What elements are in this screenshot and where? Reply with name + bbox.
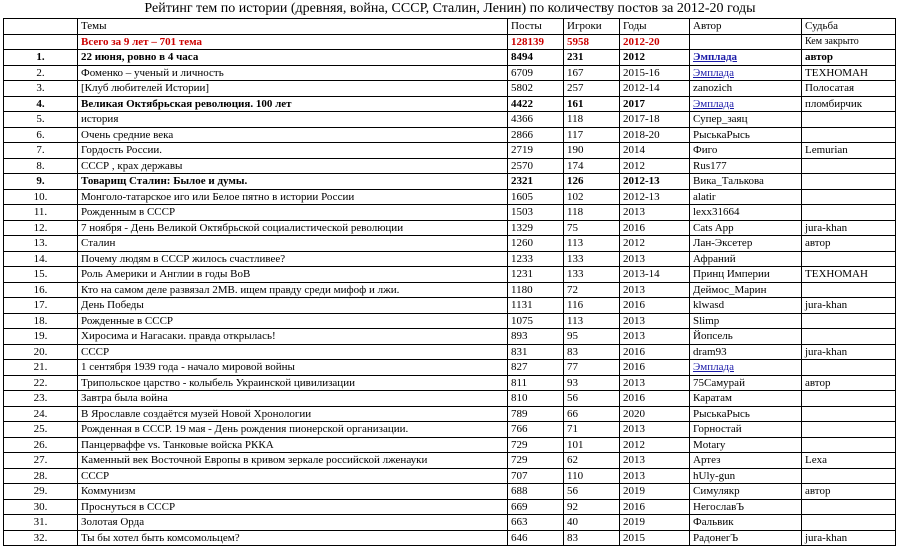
cell-fate <box>802 437 896 453</box>
cell-author[interactable]: Cats App <box>690 220 802 236</box>
cell-players: 75 <box>564 220 620 236</box>
cell-posts: 669 <box>508 499 564 515</box>
table-row <box>4 96 896 112</box>
cell-posts: 4366 <box>508 112 564 128</box>
cell-fate <box>802 391 896 407</box>
cell-num: 27. <box>4 453 78 469</box>
table-row <box>4 484 896 500</box>
cell-num: 23. <box>4 391 78 407</box>
cell-posts: 729 <box>508 453 564 469</box>
cell-posts: 1605 <box>508 189 564 205</box>
cell-fate <box>802 112 896 128</box>
cell-num: 22. <box>4 375 78 391</box>
cell-num: 9. <box>4 174 78 190</box>
table-row <box>4 127 896 143</box>
cell-players: 231 <box>564 50 620 66</box>
cell-author[interactable]: НегославЪ <box>690 499 802 515</box>
cell-topic: Великая Октябрьская революция. 100 лет <box>78 96 508 112</box>
cell-years: 2017 <box>620 96 690 112</box>
cell-posts: 2866 <box>508 127 564 143</box>
cell-fate <box>802 313 896 329</box>
cell-num: 25. <box>4 422 78 438</box>
total-years: 2012-20 <box>620 34 690 50</box>
cell-fate: Lexa <box>802 453 896 469</box>
cell-fate <box>802 174 896 190</box>
cell-author[interactable]: Йопсель <box>690 329 802 345</box>
cell-years: 2013 <box>620 329 690 345</box>
cell-num: 32. <box>4 530 78 546</box>
cell-num: 26. <box>4 437 78 453</box>
cell-author[interactable]: dram93 <box>690 344 802 360</box>
cell-posts: 2321 <box>508 174 564 190</box>
cell-author[interactable]: Лан-Эксетер <box>690 236 802 252</box>
col-players-header: Игроки <box>564 19 620 35</box>
cell-fate: Полосатая <box>802 81 896 97</box>
cell-players: 113 <box>564 313 620 329</box>
cell-players: 56 <box>564 391 620 407</box>
table-row <box>4 437 896 453</box>
cell-fate: ТЕХНОМАН <box>802 267 896 283</box>
cell-years: 2018-20 <box>620 127 690 143</box>
cell-years: 2013 <box>620 468 690 484</box>
col-topic-header: Темы <box>78 19 508 35</box>
cell-years: 2016 <box>620 391 690 407</box>
cell-author[interactable]: Принц Империи <box>690 267 802 283</box>
cell-fate <box>802 158 896 174</box>
cell-years: 2014 <box>620 143 690 159</box>
cell-posts: 811 <box>508 375 564 391</box>
cell-author[interactable]: Эмплада <box>690 360 802 376</box>
cell-num: 4. <box>4 96 78 112</box>
cell-author[interactable]: Горностай <box>690 422 802 438</box>
cell-posts: 831 <box>508 344 564 360</box>
table-row <box>4 81 896 97</box>
cell-num: 30. <box>4 499 78 515</box>
cell-topic: 7 ноября - День Великой Октябрьской социалистической революции <box>78 220 508 236</box>
cell-topic: Панцерваффе vs. Танковые войска РККА <box>78 437 508 453</box>
cell-num: 3. <box>4 81 78 97</box>
cell-posts: 729 <box>508 437 564 453</box>
cell-num: 19. <box>4 329 78 345</box>
cell-fate <box>802 360 896 376</box>
cell-fate: jura-khan <box>802 220 896 236</box>
cell-fate <box>802 282 896 298</box>
table-row <box>4 174 896 190</box>
cell-author[interactable]: Каратам <box>690 391 802 407</box>
cell-fate: автор <box>802 50 896 66</box>
cell-posts: 646 <box>508 530 564 546</box>
cell-posts: 766 <box>508 422 564 438</box>
cell-author[interactable]: Rus177 <box>690 158 802 174</box>
cell-author[interactable]: Фальвик <box>690 515 802 531</box>
cell-players: 95 <box>564 329 620 345</box>
cell-years: 2016 <box>620 220 690 236</box>
cell-posts: 4422 <box>508 96 564 112</box>
cell-players: 116 <box>564 298 620 314</box>
cell-posts: 1131 <box>508 298 564 314</box>
cell-num: 31. <box>4 515 78 531</box>
cell-years: 2019 <box>620 484 690 500</box>
table-row <box>4 313 896 329</box>
cell-author[interactable]: Деймос_Марин <box>690 282 802 298</box>
cell-years: 2015-16 <box>620 65 690 81</box>
cell-fate <box>802 468 896 484</box>
table-row <box>4 375 896 391</box>
cell-topic: Очень средние века <box>78 127 508 143</box>
cell-author[interactable]: РадонегЪ <box>690 530 802 546</box>
cell-years: 2016 <box>620 499 690 515</box>
table-row <box>4 453 896 469</box>
cell-num: 12. <box>4 220 78 236</box>
cell-num: 10. <box>4 189 78 205</box>
cell-posts: 688 <box>508 484 564 500</box>
cell-fate: jura-khan <box>802 344 896 360</box>
cell-posts: 810 <box>508 391 564 407</box>
cell-years: 2017-18 <box>620 112 690 128</box>
cell-players: 66 <box>564 406 620 422</box>
cell-years: 2012 <box>620 236 690 252</box>
ranking-table <box>3 18 896 546</box>
cell-topic: СССР <box>78 344 508 360</box>
cell-author[interactable]: klwasd <box>690 298 802 314</box>
cell-posts: 6709 <box>508 65 564 81</box>
cell-topic: Кто на самом деле развязал 2МВ. ищем правду среди мифоф и лжи. <box>78 282 508 298</box>
cell-num: 15. <box>4 267 78 283</box>
cell-players: 174 <box>564 158 620 174</box>
cell-players: 118 <box>564 205 620 221</box>
table-row <box>4 205 896 221</box>
cell-years: 2013 <box>620 453 690 469</box>
cell-fate: автор <box>802 236 896 252</box>
cell-num: 6. <box>4 127 78 143</box>
cell-fate: jura-khan <box>802 298 896 314</box>
table-row <box>4 236 896 252</box>
table-row <box>4 499 896 515</box>
cell-author[interactable]: Эмплада <box>690 65 802 81</box>
cell-posts: 1260 <box>508 236 564 252</box>
cell-num: 28. <box>4 468 78 484</box>
cell-years: 2013 <box>620 251 690 267</box>
cell-num: 21. <box>4 360 78 376</box>
cell-author[interactable]: Супер_заяц <box>690 112 802 128</box>
cell-posts: 2719 <box>508 143 564 159</box>
cell-players: 133 <box>564 267 620 283</box>
table-row <box>4 406 896 422</box>
cell-author[interactable]: hUly-gun <box>690 468 802 484</box>
cell-topic: Рожденные в СССР <box>78 313 508 329</box>
cell-posts: 707 <box>508 468 564 484</box>
cell-players: 113 <box>564 236 620 252</box>
cell-num: 11. <box>4 205 78 221</box>
cell-num: 20. <box>4 344 78 360</box>
cell-posts: 827 <box>508 360 564 376</box>
cell-author[interactable]: Motary <box>690 437 802 453</box>
cell-topic: Рожденным в СССР <box>78 205 508 221</box>
cell-fate <box>802 127 896 143</box>
table-row <box>4 65 896 81</box>
cell-author[interactable]: РыськаРысь <box>690 127 802 143</box>
cell-posts: 5802 <box>508 81 564 97</box>
cell-years: 2020 <box>620 406 690 422</box>
cell-author[interactable]: Вика_Талькова <box>690 174 802 190</box>
cell-author[interactable]: zanozich <box>690 81 802 97</box>
cell-topic: Фоменко – ученый и личность <box>78 65 508 81</box>
cell-author[interactable]: alatir <box>690 189 802 205</box>
cell-players: 92 <box>564 499 620 515</box>
cell-players: 110 <box>564 468 620 484</box>
cell-author[interactable]: РыськаРысь <box>690 406 802 422</box>
cell-author[interactable]: Афраний <box>690 251 802 267</box>
cell-author[interactable]: Артез <box>690 453 802 469</box>
cell-topic: Сталин <box>78 236 508 252</box>
cell-num: 13. <box>4 236 78 252</box>
cell-posts: 1329 <box>508 220 564 236</box>
cell-posts: 789 <box>508 406 564 422</box>
cell-players: 101 <box>564 437 620 453</box>
cell-players: 56 <box>564 484 620 500</box>
cell-topic: Товарищ Сталин: Былое и думы. <box>78 174 508 190</box>
cell-fate <box>802 251 896 267</box>
cell-num: 1. <box>4 50 78 66</box>
table-row <box>4 391 896 407</box>
cell-num: 24. <box>4 406 78 422</box>
cell-num: 5. <box>4 112 78 128</box>
cell-topic: Завтра была война <box>78 391 508 407</box>
table-row <box>4 220 896 236</box>
table-row <box>4 282 896 298</box>
cell-players: 62 <box>564 453 620 469</box>
cell-posts: 893 <box>508 329 564 345</box>
cell-fate: ТЕХНОМАН <box>802 65 896 81</box>
table-row <box>4 267 896 283</box>
cell-years: 2012-14 <box>620 81 690 97</box>
cell-author[interactable]: Эмплада <box>690 50 802 66</box>
cell-fate <box>802 189 896 205</box>
cell-fate <box>802 205 896 221</box>
cell-years: 2016 <box>620 360 690 376</box>
cell-years: 2012 <box>620 158 690 174</box>
col-fate-header: Судьба <box>802 19 896 35</box>
cell-fate: пломбирчик <box>802 96 896 112</box>
col-num-header <box>4 19 78 35</box>
cell-topic: СССР <box>78 468 508 484</box>
cell-years: 2013 <box>620 375 690 391</box>
cell-years: 2012-13 <box>620 174 690 190</box>
cell-author[interactable]: Фиго <box>690 143 802 159</box>
cell-years: 2013-14 <box>620 267 690 283</box>
table-row <box>4 158 896 174</box>
cell-topic: В Ярославле создаётся музей Новой Хронологии <box>78 406 508 422</box>
cell-topic: Трипольское царство - колыбель Украинской цивилизации <box>78 375 508 391</box>
cell-topic: Роль Америки и Англии в годы ВоВ <box>78 267 508 283</box>
cell-author[interactable]: Симулякр <box>690 484 802 500</box>
table-row <box>4 112 896 128</box>
cell-players: 167 <box>564 65 620 81</box>
cell-fate <box>802 406 896 422</box>
cell-topic: Рожденная в СССР. 19 мая - День рождения пионерской организации. <box>78 422 508 438</box>
cell-author[interactable]: 75Самурай <box>690 375 802 391</box>
cell-author[interactable]: Slimp <box>690 313 802 329</box>
cell-fate: автор <box>802 484 896 500</box>
cell-posts: 2570 <box>508 158 564 174</box>
cell-players: 133 <box>564 251 620 267</box>
header-row <box>4 19 896 35</box>
cell-players: 93 <box>564 375 620 391</box>
table-row <box>4 422 896 438</box>
cell-topic: Каменный век Восточной Европы в кривом зеркале российской лженауки <box>78 453 508 469</box>
cell-players: 161 <box>564 96 620 112</box>
cell-posts: 1503 <box>508 205 564 221</box>
table-row <box>4 251 896 267</box>
cell-num: 2. <box>4 65 78 81</box>
cell-topic: Хиросима и Нагасаки. правда открылась! <box>78 329 508 345</box>
cell-players: 257 <box>564 81 620 97</box>
cell-topic: Проснуться в СССР <box>78 499 508 515</box>
cell-posts: 1233 <box>508 251 564 267</box>
cell-players: 72 <box>564 282 620 298</box>
cell-years: 2015 <box>620 530 690 546</box>
cell-years: 2013 <box>620 205 690 221</box>
cell-topic: День Победы <box>78 298 508 314</box>
total-row <box>4 34 896 50</box>
table-row <box>4 530 896 546</box>
cell-num: 29. <box>4 484 78 500</box>
table-row <box>4 143 896 159</box>
table-row <box>4 344 896 360</box>
cell-fate: автор <box>802 375 896 391</box>
cell-years: 2012-13 <box>620 189 690 205</box>
cell-players: 71 <box>564 422 620 438</box>
cell-players: 77 <box>564 360 620 376</box>
col-posts-header: Посты <box>508 19 564 35</box>
cell-fate <box>802 499 896 515</box>
cell-years: 2013 <box>620 313 690 329</box>
cell-players: 190 <box>564 143 620 159</box>
cell-fate: jura-khan <box>802 530 896 546</box>
cell-posts: 1075 <box>508 313 564 329</box>
cell-posts: 8494 <box>508 50 564 66</box>
cell-players: 117 <box>564 127 620 143</box>
cell-players: 40 <box>564 515 620 531</box>
cell-players: 102 <box>564 189 620 205</box>
total-fate: Кем закрыто <box>802 34 896 50</box>
cell-topic: Коммунизм <box>78 484 508 500</box>
cell-players: 118 <box>564 112 620 128</box>
cell-topic: Почему людям в СССР жилось счастливее? <box>78 251 508 267</box>
cell-years: 2013 <box>620 422 690 438</box>
cell-num: 17. <box>4 298 78 314</box>
page-title: Рейтинг тем по истории (древняя, война, СССР, Сталин, Ленин) по количеству постов за 2012-20 годы <box>144 1 756 16</box>
table-row <box>4 468 896 484</box>
cell-players: 83 <box>564 344 620 360</box>
cell-topic: СССР , крах державы <box>78 158 508 174</box>
cell-num: 16. <box>4 282 78 298</box>
cell-posts: 663 <box>508 515 564 531</box>
cell-years: 2013 <box>620 282 690 298</box>
cell-num: 8. <box>4 158 78 174</box>
total-author <box>690 34 802 50</box>
cell-topic: 1 сентября 1939 года - начало мировой войны <box>78 360 508 376</box>
table-row <box>4 360 896 376</box>
table-row <box>4 50 896 66</box>
cell-players: 83 <box>564 530 620 546</box>
cell-years: 2012 <box>620 437 690 453</box>
cell-num: 18. <box>4 313 78 329</box>
cell-years: 2012 <box>620 50 690 66</box>
cell-topic: Монголо-татарское иго или Белое пятно в истории России <box>78 189 508 205</box>
total-players: 5958 <box>564 34 620 50</box>
cell-topic: Ты бы хотел быть комсомольцем? <box>78 530 508 546</box>
total-num <box>4 34 78 50</box>
cell-fate: Lemurian <box>802 143 896 159</box>
cell-fate <box>802 329 896 345</box>
col-years-header: Годы <box>620 19 690 35</box>
cell-author[interactable]: lexx31664 <box>690 205 802 221</box>
cell-posts: 1180 <box>508 282 564 298</box>
cell-topic: Золотая Орда <box>78 515 508 531</box>
total-topic: Всего за 9 лет – 701 тема <box>78 34 508 50</box>
cell-fate <box>802 422 896 438</box>
cell-topic: Гордость России. <box>78 143 508 159</box>
cell-players: 126 <box>564 174 620 190</box>
col-author-header: Автор <box>690 19 802 35</box>
cell-topic: [Клуб любителей Истории] <box>78 81 508 97</box>
cell-years: 2019 <box>620 515 690 531</box>
table-row <box>4 329 896 345</box>
total-posts: 128139 <box>508 34 564 50</box>
cell-years: 2016 <box>620 298 690 314</box>
table-row <box>4 189 896 205</box>
cell-num: 14. <box>4 251 78 267</box>
cell-author[interactable]: Эмплада <box>690 96 802 112</box>
cell-posts: 1231 <box>508 267 564 283</box>
cell-topic: история <box>78 112 508 128</box>
cell-topic: 22 июня, ровно в 4 часа <box>78 50 508 66</box>
cell-years: 2016 <box>620 344 690 360</box>
cell-num: 7. <box>4 143 78 159</box>
table-row <box>4 298 896 314</box>
table-row <box>4 515 896 531</box>
cell-fate <box>802 515 896 531</box>
